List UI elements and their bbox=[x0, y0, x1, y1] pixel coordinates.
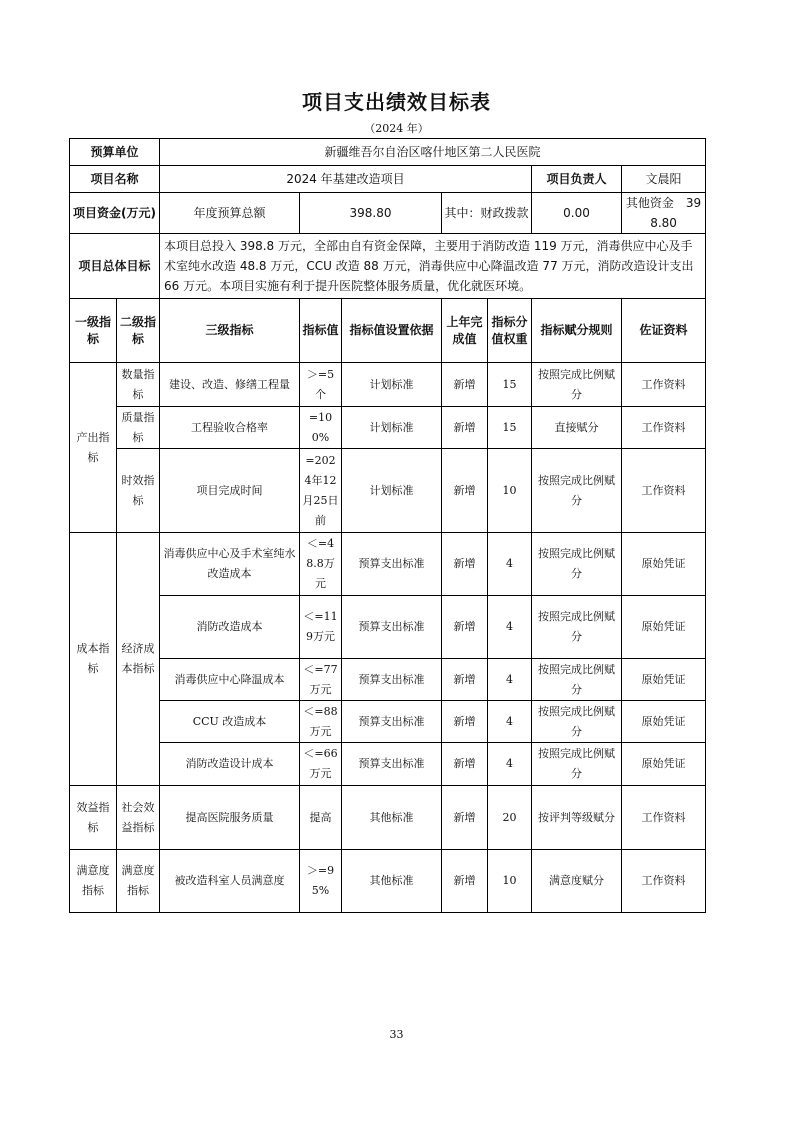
row-last: 新增 bbox=[442, 407, 488, 449]
row-l3: 消毒供应中心及手术室纯水改造成本 bbox=[160, 533, 300, 596]
row-basis: 计划标准 bbox=[342, 449, 442, 533]
row-weight: 10 bbox=[488, 850, 532, 913]
table-row bbox=[70, 596, 706, 659]
row-last: 新增 bbox=[442, 449, 488, 533]
funds-row bbox=[70, 193, 706, 234]
header-level2: 二级指标 bbox=[117, 299, 160, 363]
row-last: 新增 bbox=[442, 850, 488, 913]
row-l3: 提高医院服务质量 bbox=[160, 786, 300, 850]
row-weight: 4 bbox=[488, 659, 532, 701]
row-basis: 预算支出标准 bbox=[342, 596, 442, 659]
row-evidence: 工作资料 bbox=[622, 850, 706, 913]
row-weight: 4 bbox=[488, 743, 532, 786]
group-satisfaction: 满意度指标 bbox=[70, 850, 117, 913]
row-basis: 其他标准 bbox=[342, 850, 442, 913]
table-row bbox=[70, 659, 706, 701]
row-basis: 计划标准 bbox=[342, 363, 442, 407]
row-l3: CCU 改造成本 bbox=[160, 701, 300, 743]
other-funds-value bbox=[622, 193, 706, 234]
row-evidence: 原始凭证 bbox=[622, 659, 706, 701]
table-row bbox=[70, 743, 706, 786]
header-rule: 指标赋分规则 bbox=[532, 299, 622, 363]
table-row bbox=[70, 533, 706, 596]
table-row bbox=[70, 363, 706, 407]
row-last: 新增 bbox=[442, 701, 488, 743]
project-owner-label: 项目负责人 bbox=[532, 166, 622, 193]
row-weight: 4 bbox=[488, 701, 532, 743]
row-value: ＞=95% bbox=[300, 850, 342, 913]
row-value: ＜=88万元 bbox=[300, 701, 342, 743]
row-last: 新增 bbox=[442, 743, 488, 786]
funds-label: 项目资金(万元) bbox=[70, 193, 160, 234]
row-l3: 项目完成时间 bbox=[160, 449, 300, 533]
page-number: 33 bbox=[389, 1028, 404, 1041]
row-evidence: 工作资料 bbox=[622, 786, 706, 850]
row-value: 提高 bbox=[300, 786, 342, 850]
row-evidence: 工作资料 bbox=[622, 363, 706, 407]
page-title: 项目支出绩效目标表 bbox=[302, 90, 491, 114]
row-weight: 20 bbox=[488, 786, 532, 850]
table-row bbox=[70, 449, 706, 533]
row-l3: 消毒供应中心降温成本 bbox=[160, 659, 300, 701]
project-name-label: 项目名称 bbox=[70, 166, 160, 193]
row-weight: 10 bbox=[488, 449, 532, 533]
header-basis: 指标值设置依据 bbox=[342, 299, 442, 363]
goal-label: 项目总体目标 bbox=[70, 234, 160, 299]
header-row bbox=[70, 299, 706, 363]
row-evidence: 原始凭证 bbox=[622, 596, 706, 659]
row-basis: 其他标准 bbox=[342, 786, 442, 850]
row-l2: 经济成本指标 bbox=[117, 533, 160, 786]
row-weight: 15 bbox=[488, 407, 532, 449]
row-last: 新增 bbox=[442, 596, 488, 659]
row-l2: 质量指标 bbox=[117, 407, 160, 449]
row-l3: 被改造科室人员满意度 bbox=[160, 850, 300, 913]
row-basis: 计划标准 bbox=[342, 407, 442, 449]
row-l3: 消防改造设计成本 bbox=[160, 743, 300, 786]
fiscal-label: 其中：财政拨款 bbox=[442, 193, 532, 234]
unit-label: 预算单位 bbox=[70, 139, 160, 166]
group-benefit: 效益指标 bbox=[70, 786, 117, 850]
year-label: （2024 年） bbox=[364, 122, 429, 135]
row-weight: 15 bbox=[488, 363, 532, 407]
row-evidence: 原始凭证 bbox=[622, 701, 706, 743]
project-name-value: 2024 年基建改造项目 bbox=[160, 166, 532, 193]
row-rule: 按照完成比例赋分 bbox=[532, 743, 622, 786]
row-last: 新增 bbox=[442, 533, 488, 596]
row-l3: 建设、改造、修缮工程量 bbox=[160, 363, 300, 407]
row-rule: 按照完成比例赋分 bbox=[532, 363, 622, 407]
fiscal-value: 0.00 bbox=[532, 193, 622, 234]
project-row bbox=[70, 166, 706, 193]
row-rule: 按评判等级赋分 bbox=[532, 786, 622, 850]
header-level3: 三级指标 bbox=[160, 299, 300, 363]
row-rule: 按照完成比例赋分 bbox=[532, 701, 622, 743]
group-output: 产出指标 bbox=[70, 363, 117, 533]
row-value: =100% bbox=[300, 407, 342, 449]
row-value: =2024年12月25日前 bbox=[300, 449, 342, 533]
project-owner-value: 文晨阳 bbox=[622, 166, 706, 193]
row-basis: 预算支出标准 bbox=[342, 743, 442, 786]
table-row bbox=[70, 850, 706, 913]
table-row bbox=[70, 701, 706, 743]
row-rule: 满意度赋分 bbox=[532, 850, 622, 913]
row-basis: 预算支出标准 bbox=[342, 701, 442, 743]
table-row bbox=[70, 407, 706, 449]
annual-budget-label: 年度预算总额 bbox=[160, 193, 300, 234]
header-value: 指标值 bbox=[300, 299, 342, 363]
row-basis: 预算支出标准 bbox=[342, 659, 442, 701]
header-weight: 指标分值权重 bbox=[488, 299, 532, 363]
row-l2: 满意度指标 bbox=[117, 850, 160, 913]
row-rule: 按照完成比例赋分 bbox=[532, 449, 622, 533]
row-weight: 4 bbox=[488, 596, 532, 659]
row-l3: 工程验收合格率 bbox=[160, 407, 300, 449]
row-last: 新增 bbox=[442, 363, 488, 407]
goal-text: 本项目总投入 398.8 万元，全部由自有资金保障，主要用于消防改造 119 万元，消毒供应中心及手术室纯水改造 48.8 万元，CCU 改造 88 万元，消毒供应中心降温改造 77 万元，消防改造设计支出 66 万元。本项目实施有利于提升医院整体服务质量，优化就医环境。 bbox=[160, 234, 706, 299]
row-l2: 数量指标 bbox=[117, 363, 160, 407]
row-evidence: 工作资料 bbox=[622, 449, 706, 533]
row-value: ＞=5个 bbox=[300, 363, 342, 407]
row-evidence: 原始凭证 bbox=[622, 533, 706, 596]
annual-budget-value: 398.80 bbox=[300, 193, 442, 234]
header-level1: 一级指标 bbox=[70, 299, 117, 363]
row-value: ＜=48.8万元 bbox=[300, 533, 342, 596]
row-l2: 社会效益指标 bbox=[117, 786, 160, 850]
row-rule: 直接赋分 bbox=[532, 407, 622, 449]
performance-table bbox=[69, 138, 706, 913]
row-last: 新增 bbox=[442, 659, 488, 701]
table-row bbox=[70, 786, 706, 850]
header-last-year: 上年完成值 bbox=[442, 299, 488, 363]
row-basis: 预算支出标准 bbox=[342, 533, 442, 596]
other-funds-amount: 398.80 bbox=[650, 196, 702, 230]
row-l3: 消防改造成本 bbox=[160, 596, 300, 659]
unit-row bbox=[70, 139, 706, 166]
row-value: ＜=119万元 bbox=[300, 596, 342, 659]
unit-value: 新疆维吾尔自治区喀什地区第二人民医院 bbox=[160, 139, 706, 166]
row-evidence: 原始凭证 bbox=[622, 743, 706, 786]
row-rule: 按照完成比例赋分 bbox=[532, 659, 622, 701]
row-l2: 时效指标 bbox=[117, 449, 160, 533]
row-evidence: 工作资料 bbox=[622, 407, 706, 449]
row-rule: 按照完成比例赋分 bbox=[532, 596, 622, 659]
row-value: ＜=77万元 bbox=[300, 659, 342, 701]
goal-row bbox=[70, 234, 706, 299]
row-rule: 按照完成比例赋分 bbox=[532, 533, 622, 596]
header-evidence: 佐证资料 bbox=[622, 299, 706, 363]
row-value: ＜=66万元 bbox=[300, 743, 342, 786]
group-cost: 成本指标 bbox=[70, 533, 117, 786]
row-weight: 4 bbox=[488, 533, 532, 596]
row-last: 新增 bbox=[442, 786, 488, 850]
other-funds-label: 其他资金 bbox=[625, 196, 674, 210]
